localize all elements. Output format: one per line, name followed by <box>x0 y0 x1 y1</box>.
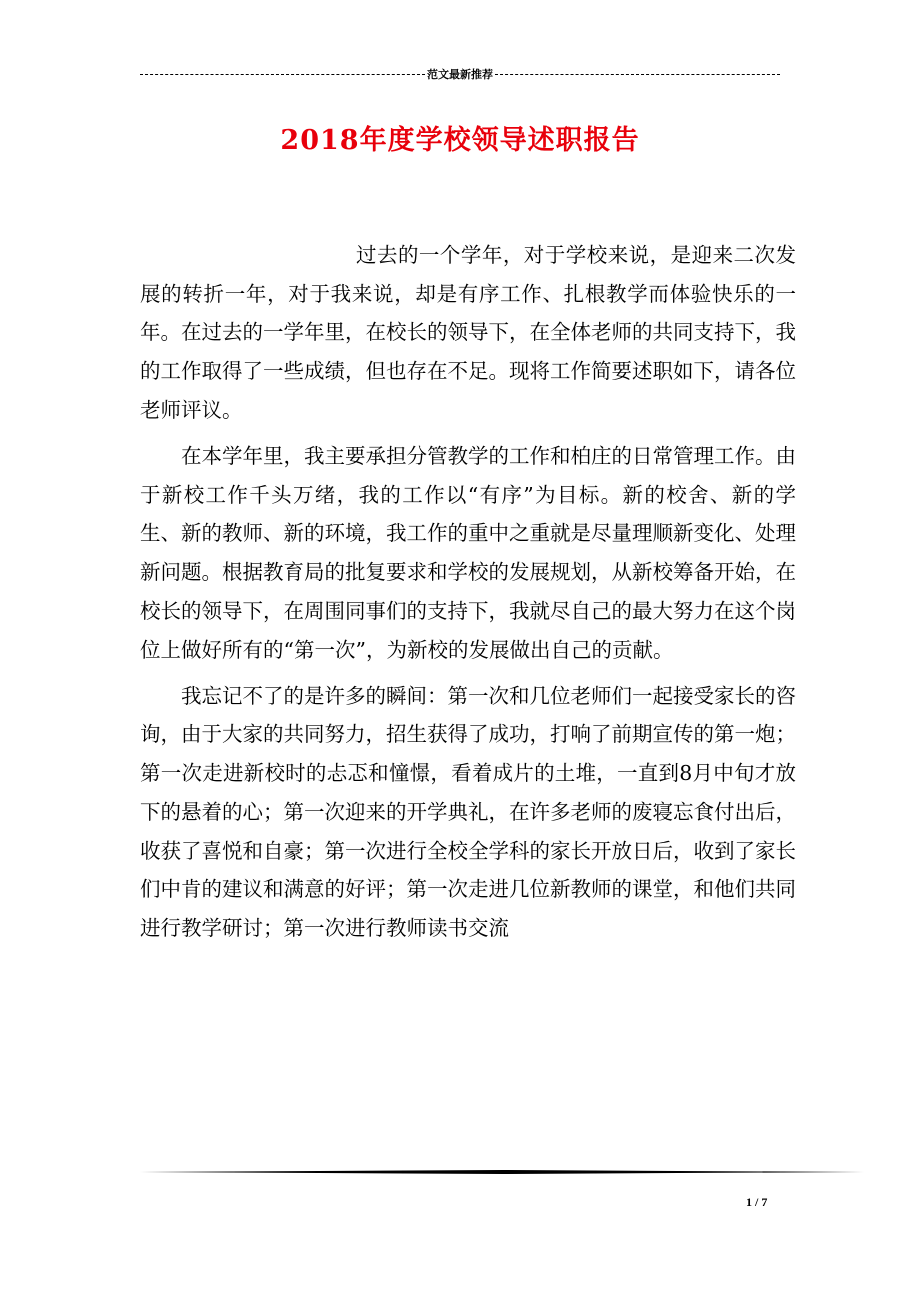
page-header <box>140 64 780 84</box>
header-dash-right <box>495 74 780 75</box>
document-title: 2018年度学校领导述职报告 <box>280 125 640 156</box>
header-label: 范文最新推荐 <box>427 68 493 81</box>
page-number: 1 / 7 <box>746 1195 768 1209</box>
document-body <box>140 236 796 955</box>
paragraph-2: 在本学年里，我主要承担分管教学的工作和柏庄的日常管理工作。由于新校工作千头万绪，我的工作以“有序”为目标。新的校舍、新的学生、新的教师、新的环境，我工作的重中之重就是尽量理顺新变化、处理新问题。根据教育局的批复要求和学校的发展规划，从新校筹备开始，在校长的领导下，在周围同事们的支持下，我就尽自己的最大努力在这个岗位上做好所有的“第一次”，为新校的发展做出自己的贡献。 <box>140 444 796 662</box>
paragraph-1: 过去的一个学年，对于学校来说，是迎来二次发展的转折一年，对于我来说，却是有序工作、扎根教学而体验快乐的一年。在过去的一学年里，在校长的领导下，在全体老师的共同支持下，我的工作取得了一些成绩，但也存在不足。现将工作简要述职如下，请各位老师评议。 <box>140 243 796 422</box>
footer-rule <box>140 1170 864 1174</box>
paragraph-3: 我忘记不了的是许多的瞬间：第一次和几位老师们一起接受家长的咨询，由于大家的共同努力，招生获得了成功，打响了前期宣传的第一炮；第一次走进新校时的忐忑和憧憬，看着成片的土堆，一直到8月中旬才放下的悬着的心；第一次迎来的开学典礼，在许多老师的废寝忘食付出后，收获了喜悦和自豪；第一次进行全校全学科的家长开放日后，收到了家长们中肯的建议和满意的好评；第一次走进几位新教师的课堂，和他们共同进行教学研讨；第一次进行教师读书交流 <box>140 683 796 940</box>
header-dash-left <box>140 74 425 75</box>
